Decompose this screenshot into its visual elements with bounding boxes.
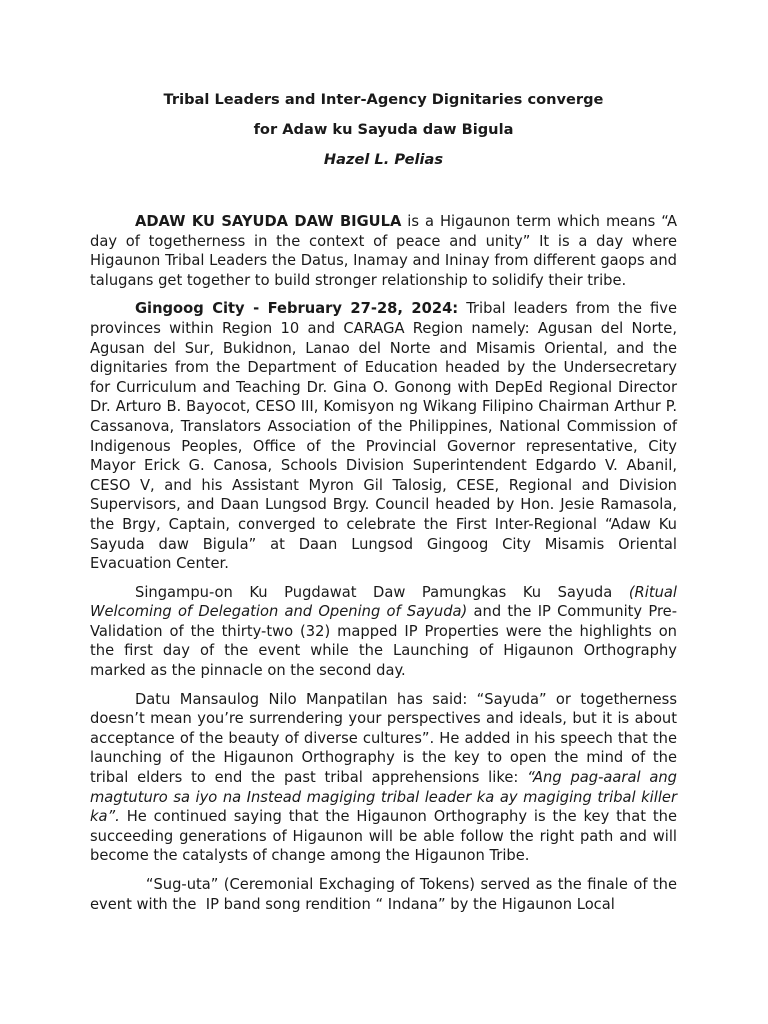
paragraph-4-italic: “Ang pag-aaral ang magtuturo sa iyo na Instead magiging tribal leader ka ay magiging tribal killer ka”. bbox=[90, 769, 677, 826]
paragraph-3-text-a: Singampu-on Ku Pugdawat Daw Pamungkas Ku Sayuda bbox=[135, 583, 629, 601]
document-page bbox=[90, 90, 682, 923]
title-line-1: Tribal Leaders and Inter-Agency Dignitaries converge bbox=[163, 91, 604, 108]
paragraph-5 bbox=[90, 875, 682, 914]
paragraph-4-text-a: Datu Mansaulog Nilo Manpatilan has said: “Sayuda” or togetherness doesn’t mean you’re surrendering your perspectives and ideals, but it is about acceptance of the beauty of diverse cultures”. He added in his speech that the launching of the Higaunon Orthography is the key to open the mind of the tribal elders to end the past tribal apprehensions like: bbox=[90, 690, 677, 787]
paragraph-2 bbox=[90, 299, 677, 573]
paragraph-3 bbox=[90, 583, 677, 681]
paragraph-2-text: Tribal leaders from the five provinces within Region 10 and CARAGA Region namely: Agusan del Norte, Agusan del Sur, Bukidnon, Lanao del Norte and Misamis Oriental, and the dignitaries from the Department of Education headed by the Undersecretary for Curriculum and Teaching Dr. Gina O. Gonong with DepEd Regional Director Dr. Arturo B. Bayocot, CESO III, Komisyon ng Wikang Filipino Chairman Arthur P. Cassanova, Translators Association of the Philippines, National Commission of Indigenous Peoples, Office of the Provincial Governor representative, City Mayor Erick G. Canosa, Schools Division Superintendent Edgardo V. Abanil, CESO V, and his Assistant Myron Gil Talosig, CESE, Regional and Division Supervisors, and Daan Lungsod Brgy. Council headed by Hon. Jesie Ramasola, the Brgy, Captain, converged to celebrate the First Inter-Regional “Adaw Ku Sayuda daw Bigula” at Daan Lungsod Gingoog City Misamis Oriental Evacuation Center. bbox=[90, 300, 677, 573]
paragraph-1-text: is a Higaunon term which means “A day of togetherness in the context of peace and unity” It is a day where Higaunon Tribal Leaders the Datus, Inamay and Ininay from different gaops and talugans get together to build stronger relationship to solidify their tribe. bbox=[90, 213, 677, 289]
paragraph-5-text: “Sug-uta” (Ceremonial Exchaging of Tokens) served as the finale of the event with the IP band song rendition “ Indana” by the Higaunon Local bbox=[90, 876, 682, 913]
document-subtitle bbox=[90, 120, 677, 140]
title-line-2: for Adaw ku Sayuda daw Bigula bbox=[253, 121, 514, 138]
paragraph-4-text-b: He continued saying that the Higaunon Orthography is the key that the succeeding generations of Higaunon will be able follow the right path and will become the catalysts of change among the Higaunon Tribe. bbox=[90, 808, 677, 865]
paragraph-1 bbox=[90, 212, 677, 290]
paragraph-2-lead: Gingoog City - February 27-28, 2024: bbox=[135, 300, 459, 318]
paragraph-3-text-b: and the IP Community Pre-Validation of the thirty-two (32) mapped IP Properties were the highlights on the first day of the event while the Launching of Higaunon Orthography marked as the pinnacle on the second day. bbox=[90, 603, 677, 680]
author-byline: Hazel L. Pelias bbox=[323, 151, 444, 168]
paragraph-4 bbox=[90, 690, 677, 866]
paragraph-1-lead: ADAW KU SAYUDA DAW BIGULA bbox=[135, 213, 402, 230]
document-title bbox=[90, 90, 677, 110]
paragraph-3-italic: (Ritual Welcoming of Delegation and Opening of Sayuda) bbox=[90, 583, 677, 621]
